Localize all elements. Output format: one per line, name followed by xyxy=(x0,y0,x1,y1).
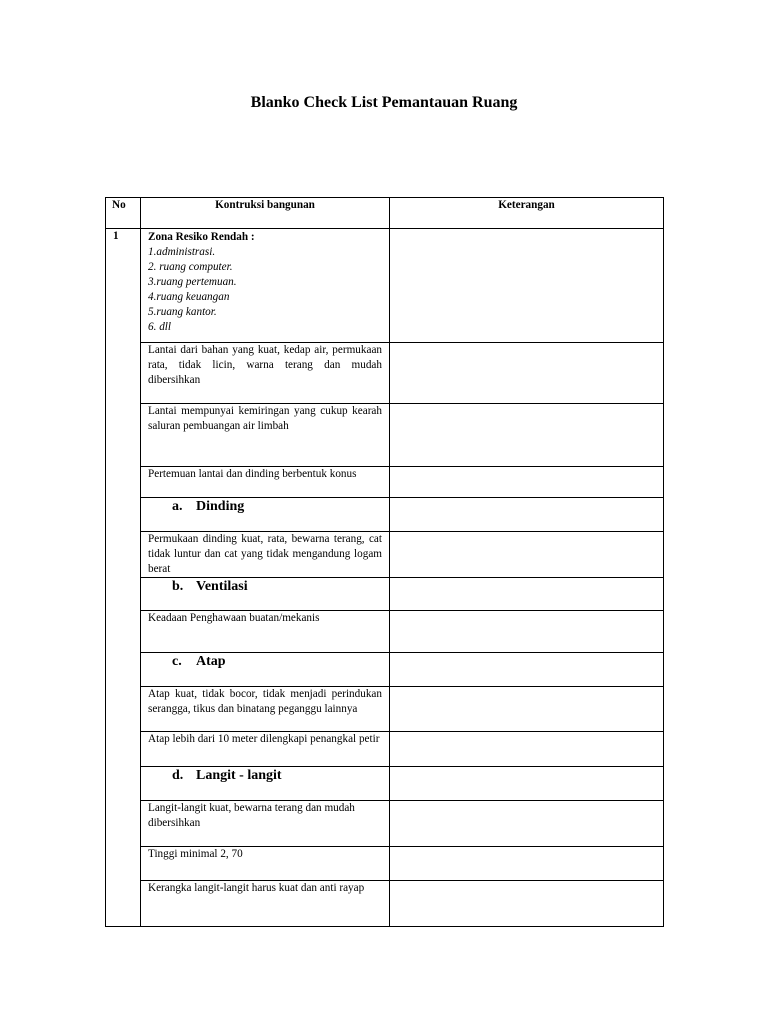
section-heading xyxy=(148,653,382,671)
table-row-zone xyxy=(106,229,664,343)
section-heading xyxy=(148,578,382,596)
section-marker: a. xyxy=(172,499,183,514)
section-marker: c. xyxy=(172,654,182,669)
keterangan-cell xyxy=(390,881,664,927)
section-cell xyxy=(141,767,390,801)
header-keterangan: Keterangan xyxy=(390,198,664,229)
section-row-atap xyxy=(106,653,664,687)
section-title: Dinding xyxy=(196,499,245,514)
table-row xyxy=(106,611,664,653)
keterangan-cell xyxy=(390,404,664,467)
header-konstruksi: Kontruksi bangunan xyxy=(141,198,390,229)
section-row-ventilasi xyxy=(106,578,664,611)
section-row-langit xyxy=(106,767,664,801)
table-row xyxy=(106,881,664,927)
zone-cell xyxy=(141,229,390,343)
section-cell xyxy=(141,653,390,687)
section-marker: d. xyxy=(172,768,184,783)
keterangan-cell xyxy=(390,847,664,881)
table-row xyxy=(106,404,664,467)
section-cell xyxy=(141,578,390,611)
criteria-cell: Pertemuan lantai dan dinding berbentuk konus xyxy=(141,467,390,498)
zone-item: 4.ruang keuangan xyxy=(148,291,230,303)
criteria-cell: Lantai mempunyai kemiringan yang cukup kearah saluran pembuangan air limbah xyxy=(141,404,390,467)
keterangan-cell xyxy=(390,653,664,687)
section-title: Langit - langit xyxy=(196,768,282,783)
keterangan-cell xyxy=(390,578,664,611)
table-row xyxy=(106,732,664,767)
section-cell xyxy=(141,498,390,532)
table-row xyxy=(106,467,664,498)
keterangan-cell xyxy=(390,767,664,801)
section-heading xyxy=(148,767,382,785)
criteria-cell: Atap kuat, tidak bocor, tidak menjadi perindukan serangga, tikus dan binatang peganggu lainnya xyxy=(141,687,390,732)
table-row xyxy=(106,847,664,881)
keterangan-cell xyxy=(390,801,664,847)
table-row xyxy=(106,343,664,404)
criteria-cell: Lantai dari bahan yang kuat, kedap air, permukaan rata, tidak licin, warna terang dan mudah dibersihkan xyxy=(141,343,390,404)
keterangan-cell xyxy=(390,498,664,532)
criteria-cell: Keadaan Penghawaan buatan/mekanis xyxy=(141,611,390,653)
zone-item: 3.ruang pertemuan. xyxy=(148,276,237,288)
page-title: Blanko Check List Pemantauan Ruang xyxy=(250,94,518,111)
zone-item: 5.ruang kantor. xyxy=(148,306,217,318)
section-row-dinding xyxy=(106,498,664,532)
zone-item: 6. dll xyxy=(148,321,171,333)
criteria-cell: Tinggi minimal 2, 70 xyxy=(141,847,390,881)
criteria-cell: Permukaan dinding kuat, rata, bewarna terang, cat tidak luntur dan cat yang tidak mengandung logam berat xyxy=(141,532,390,578)
row-number: 1 xyxy=(106,229,141,927)
keterangan-cell xyxy=(390,732,664,767)
criteria-cell: Atap lebih dari 10 meter dilengkapi penangkal petir xyxy=(141,732,390,767)
criteria-cell: Kerangka langit-langit harus kuat dan anti rayap xyxy=(141,881,390,927)
table-row xyxy=(106,801,664,847)
section-title: Atap xyxy=(196,654,226,669)
section-title: Ventilasi xyxy=(196,579,248,594)
section-heading xyxy=(148,498,382,516)
header-no: No xyxy=(106,198,141,229)
keterangan-cell xyxy=(390,611,664,653)
table-header-row xyxy=(106,198,664,229)
checklist-table xyxy=(105,197,664,927)
table-row xyxy=(106,532,664,578)
keterangan-cell xyxy=(390,343,664,404)
table-row xyxy=(106,687,664,732)
keterangan-cell xyxy=(390,687,664,732)
keterangan-cell xyxy=(390,229,664,343)
zone-heading: Zona Resiko Rendah : xyxy=(148,231,255,243)
criteria-cell: Langit-langit kuat, bewarna terang dan mudah dibersihkan xyxy=(141,801,390,847)
keterangan-cell xyxy=(390,532,664,578)
zone-item: 1.administrasi. xyxy=(148,246,216,258)
keterangan-cell xyxy=(390,467,664,498)
section-marker: b. xyxy=(172,579,184,594)
zone-item: 2. ruang computer. xyxy=(148,261,233,273)
